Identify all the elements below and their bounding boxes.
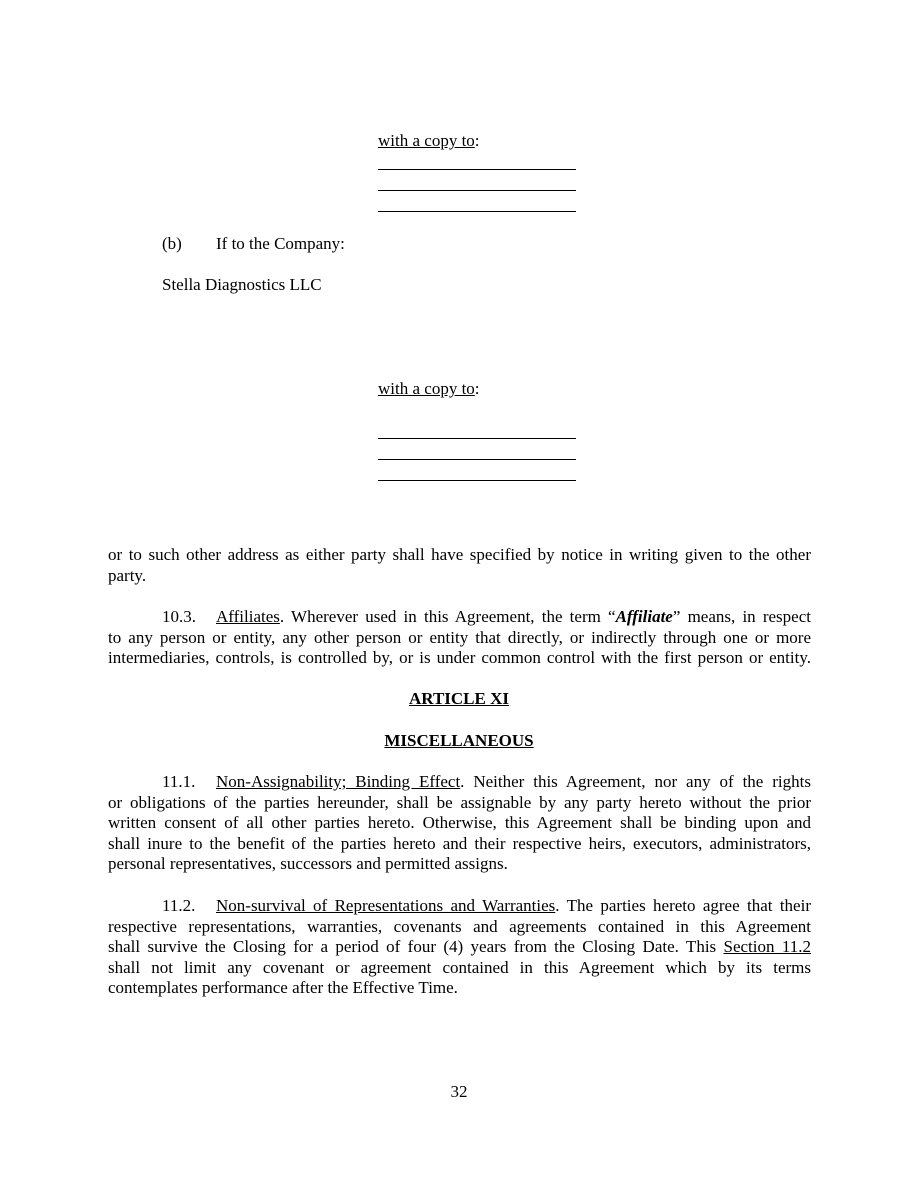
- paragraph-line: to any person or entity, any other person or entity that directly, or indirectly through one or more: [108, 627, 811, 647]
- paragraph-line: 11.1. Non-Assignability; Binding Effect. Neither this Agreement, nor any of the rights: [162, 772, 811, 791]
- copy-to-label-2: with a copy to:: [378, 379, 480, 398]
- paragraph-line: shall not limit any covenant or agreement contained in this Agreement which by its terms: [108, 957, 811, 977]
- section-title: Non-survival of Representations and Warranties: [216, 896, 556, 915]
- item-b-label: (b): [162, 234, 182, 253]
- company-name: Stella Diagnostics LLC: [162, 275, 322, 294]
- paragraph-line: intermediaries, controls, is controlled by, or is under common control with the first person or entity.: [108, 648, 811, 668]
- paragraph-line: or to such other address as either party shall have specified by notice in writing given to the other: [108, 545, 811, 564]
- blank-line: [378, 169, 576, 170]
- paragraph-line: respective representations, warranties, covenants and agreements contained in this Agreement: [108, 916, 811, 936]
- paragraph-line: party.: [108, 565, 147, 585]
- paragraph-line: shall survive the Closing for a period of four (4) years from the Closing Date. This Section 11.2: [108, 937, 811, 957]
- section-number: 10.3.: [162, 607, 196, 626]
- blank-line: [378, 438, 576, 439]
- paragraph-line: contemplates performance after the Effective Time.: [108, 978, 458, 998]
- article-heading: ARTICLE XI: [408, 689, 509, 708]
- paragraph-line: or obligations of the parties hereunder, shall be assignable by any party hereto without the prior: [108, 792, 811, 812]
- blank-line: [378, 459, 576, 460]
- address-paragraph: [108, 545, 811, 586]
- section-title: Non-Assignability; Binding Effect: [216, 772, 461, 791]
- paragraph-line: written consent of all other parties hereto. Otherwise, this Agreement shall be binding upon and: [108, 813, 811, 833]
- section-11-2: [108, 896, 811, 999]
- page-number: 32: [450, 1082, 468, 1101]
- paragraph-line: personal representatives, successors and permitted assigns.: [108, 854, 508, 874]
- section-title: Affiliates: [216, 607, 280, 626]
- article-subheading: MISCELLANEOUS: [384, 731, 534, 750]
- paragraph-line: 10.3. Affiliates. Wherever used in this Agreement, the term “Affiliate” means, in respect: [162, 607, 811, 626]
- section-number: 11.1.: [162, 772, 196, 791]
- blank-line: [378, 190, 576, 191]
- section-number: 11.2.: [162, 896, 196, 915]
- defined-term: Affiliate: [615, 607, 673, 626]
- item-b-text: If to the Company:: [216, 234, 345, 253]
- paragraph-line: 11.2. Non-survival of Representations and Warranties. The parties hereto agree that their: [162, 896, 811, 915]
- blank-line: [378, 211, 576, 212]
- section-reference: Section 11.2: [723, 937, 811, 957]
- blank-line: [378, 480, 576, 481]
- section-10-3: [108, 607, 811, 669]
- copy-to-label-1: with a copy to:: [378, 131, 480, 150]
- paragraph-line: shall inure to the benefit of the parties hereto and their respective heirs, executors, administrators,: [108, 833, 811, 853]
- section-11-1: [108, 772, 811, 875]
